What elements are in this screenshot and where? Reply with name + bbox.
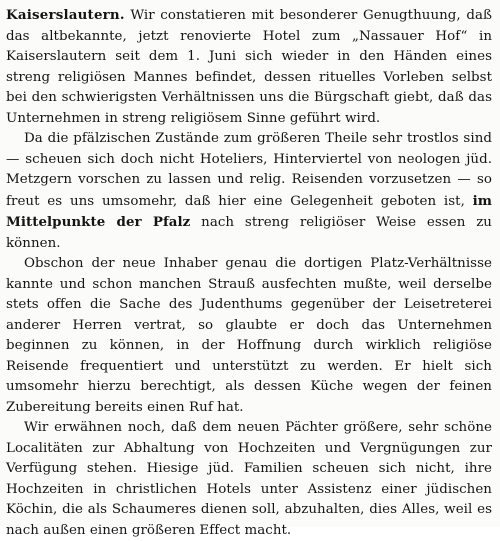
emphasized-phrase: im Mittelpunkte der Pfalz [6, 192, 492, 230]
paragraph-text: Da die pfälzischen Zustände zum größeren Theile sehr trostlos sind — scheuen sich doch nicht Hoteliers, Hinterviertel von neologen jüd. Metzgern vorschen zu lassen und relig. Reisenden vorzusetzen — so freut es uns umsomehr, daß hier eine Gelegenheit geboten ist, [6, 131, 492, 209]
paragraph-text: Obschon der neue Inhaber genau die dortigen Platz-Verhältnisse kannte und schon manchen Strauß ausfechten mußte, weil derselbe stets offen die Sache des Judenthums gegenüber der Leisetreterei anderer Herren vertrat, so glaubte er doch das Unternehmen beginnen zu können, in der Hoffnung durch wirklich religiöse Reisende frequentiert und unterstützt zu werden. Er hielt sich umsomehr hierzu berechtigt, als dessen Küche wegen der feinen Zubereitung bereits einen Ruf hat. [6, 256, 492, 415]
paragraph-pfalz-conditions [6, 129, 492, 254]
paragraph-kaiserslautern-intro [6, 5, 492, 129]
paragraph-text: Wir constatieren mit besonderer Genugthuung, daß das altbekannte, jetzt renovierte Hotel zum „Nassauer Hof“ in Kaiserslautern seit dem 1. Juni sich wieder in den Händen eines streng religiösen Mannes befindet, dessen rituelles Vorleben selbst bei den schwierigsten Verhältnissen uns die Bürgschaft giebt, daß das Unternehmen in streng religiösem Sinne geführt wird. [6, 8, 492, 126]
paragraph-text: Wir erwähnen noch, daß dem neuen Pächter größere, sehr schöne Localitäten zur Abhaltung von Hochzeiten und Vergnügungen zur Verfügung stehen. Hiesige jüd. Familien scheuen sich nicht, ihre Hochzeiten in christlichen Hotels unter Assistenz einer jüdischen Köchin, die als Schaumeres dienen soll, abzuhalten, dies Alles, weil es nach außen einen größeren Effect macht. [6, 420, 492, 538]
paragraph-new-owner [6, 254, 492, 418]
paragraph-text: nach streng religiöser Weise essen zu können. [6, 215, 492, 251]
article-heading: Kaiserslautern. [6, 7, 125, 23]
paragraph-localities [6, 418, 492, 541]
